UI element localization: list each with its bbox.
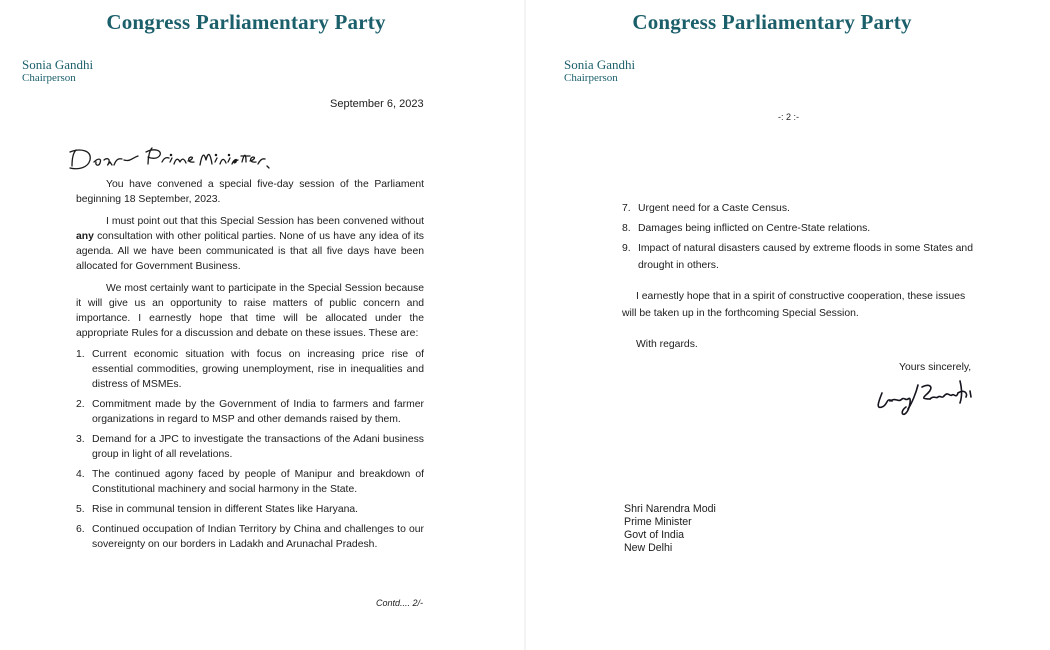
issue-list bbox=[622, 200, 982, 274]
sender-title: Chairperson bbox=[22, 72, 76, 84]
sign-off: Yours sincerely, bbox=[899, 362, 972, 373]
sender-title: Chairperson bbox=[564, 72, 618, 84]
addressee-block bbox=[624, 503, 716, 555]
addressee-title: Prime Minister bbox=[624, 516, 692, 528]
paragraph-2: I must point out that this Special Session has been convened without any consultation with other political parties. None of us have any idea of its agenda. All we have been communicated is that all five days have been allocated for Government Business. bbox=[76, 216, 424, 272]
letter-page-1 bbox=[0, 0, 524, 650]
list-item: 8. Damages being inflicted on Centre-State relations. bbox=[622, 223, 871, 234]
letter-date: September 6, 2023 bbox=[330, 98, 424, 110]
list-item: 1. Current economic situation with focus on increasing price rise of essential commodities, growing unemployment, rise in inequalities and distress of MSMEs. bbox=[76, 349, 424, 390]
addressee-city: New Delhi bbox=[624, 542, 673, 554]
continued-marker: Contd.... 2/- bbox=[376, 598, 424, 608]
letter-page-2 bbox=[526, 0, 1050, 650]
paragraph-1: You have convened a special five-day session of the Parliament beginning 18 September, 2023. bbox=[76, 179, 424, 205]
addressee-name: Shri Narendra Modi bbox=[624, 503, 716, 515]
list-item: 6. Continued occupation of Indian Territory by China and challenges to our sovereignty on our borders in Ladakh and Arunachal Pradesh. bbox=[76, 524, 424, 550]
list-item: 5. Rise in communal tension in different States like Haryana. bbox=[76, 504, 359, 515]
page-number: -: 2 :- bbox=[778, 112, 800, 122]
list-item: 9. Impact of natural disasters caused by extreme floods in some States and drought in others. bbox=[622, 243, 973, 271]
letter-body-continued bbox=[622, 200, 982, 322]
issue-list bbox=[76, 347, 424, 552]
list-item: 7. Urgent need for a Caste Census. bbox=[622, 203, 790, 214]
letterhead-title: Congress Parliamentary Party bbox=[632, 10, 912, 34]
list-item: 3. Demand for a JPC to investigate the transactions of the Adani business group in light of all revelations. bbox=[76, 434, 424, 460]
list-item: 4. The continued agony faced by people of Manipur and breakdown of Constitutional machinery and social harmony in the State. bbox=[76, 469, 424, 495]
sender-name: Sonia Gandhi bbox=[564, 57, 636, 72]
letter-body bbox=[76, 177, 424, 557]
handwritten-salutation bbox=[66, 144, 286, 178]
addressee-org: Govt of India bbox=[624, 529, 685, 541]
letterhead-title: Congress Parliamentary Party bbox=[106, 10, 386, 34]
list-item: 2. Commitment made by the Government of India to farmers and farmer organizations in regard to MSP and other demands raised by them. bbox=[76, 399, 424, 425]
closing-line: With regards. bbox=[636, 339, 698, 350]
paragraph-3: We most certainly want to participate in the Special Session because it will give us an opportunity to raise matters of public concern and importance. I earnestly hope that time will be allocated under the appropriate Rules for a discussion and debate on these issues. These are: bbox=[76, 283, 424, 339]
closing-paragraph: I earnestly hope that in a spirit of constructive cooperation, these issues will be taken up in the forthcoming Special Session. bbox=[622, 291, 966, 319]
signature bbox=[872, 363, 992, 423]
sender-name: Sonia Gandhi bbox=[22, 57, 94, 72]
